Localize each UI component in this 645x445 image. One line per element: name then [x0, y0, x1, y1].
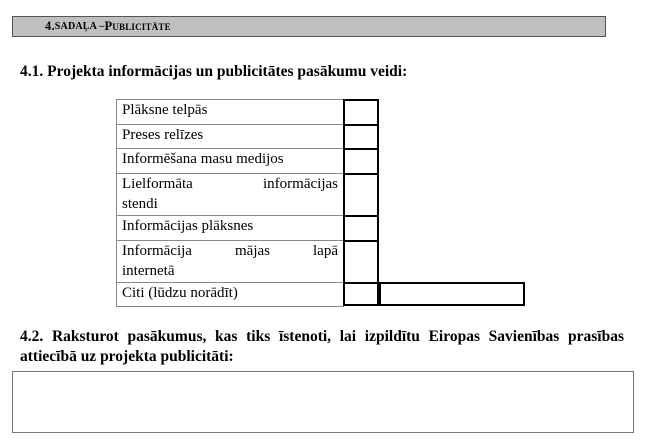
table-row	[117, 100, 344, 125]
measure-label: Preses relīzes	[117, 125, 344, 149]
table-row	[117, 125, 344, 149]
table-row	[117, 216, 344, 241]
checkbox-preses-relizes[interactable]	[343, 124, 379, 150]
checkbox-plaksne-telpas[interactable]	[343, 99, 379, 126]
checkbox-citi[interactable]	[343, 282, 379, 306]
checkbox-informacijas-plaksnes[interactable]	[343, 215, 379, 242]
checkbox-masu-medijos[interactable]	[343, 148, 379, 175]
table-row	[117, 149, 344, 174]
question-4-1-heading: 4.1. Projekta informācijas un publicitātes pasākumu veidi:	[20, 63, 408, 80]
measure-label: Citi (lūdzu norādīt)	[117, 283, 344, 307]
measure-label-line2: stendi	[122, 196, 158, 212]
publicity-measures-table	[116, 99, 344, 307]
table-row	[117, 241, 344, 283]
checkbox-lielformata-stendi[interactable]	[343, 173, 379, 217]
section-header	[12, 16, 606, 37]
table-row	[117, 174, 344, 216]
publicity-description-textarea[interactable]	[12, 371, 634, 433]
section-title-prefix: SADAĻA –	[54, 21, 105, 32]
question-4-2-heading: 4.2. Raksturot pasākumus, kas tiks īstenoti, lai izpildītu Eiropas Savienības prasības attiecībā uz projekta publicitāti:	[20, 328, 624, 365]
checkbox-majas-lapa[interactable]	[343, 240, 379, 284]
other-specify-field[interactable]	[379, 282, 525, 306]
measure-label	[117, 241, 344, 283]
section-number: 4.	[45, 19, 55, 33]
table-row	[117, 283, 344, 307]
section-title: Publicitāte	[104, 19, 171, 33]
measure-label: Informēšana masu medijos	[117, 149, 344, 174]
measure-label-line2: internetā	[122, 263, 175, 279]
measure-label-line1: Informācija mājas lapā	[122, 243, 338, 259]
measure-label: Informācijas plāksnes	[117, 216, 344, 241]
measure-label: Plāksne telpās	[117, 100, 344, 125]
measure-label-line1: Lielformāta informācijas	[122, 176, 338, 192]
measure-label	[117, 174, 344, 216]
